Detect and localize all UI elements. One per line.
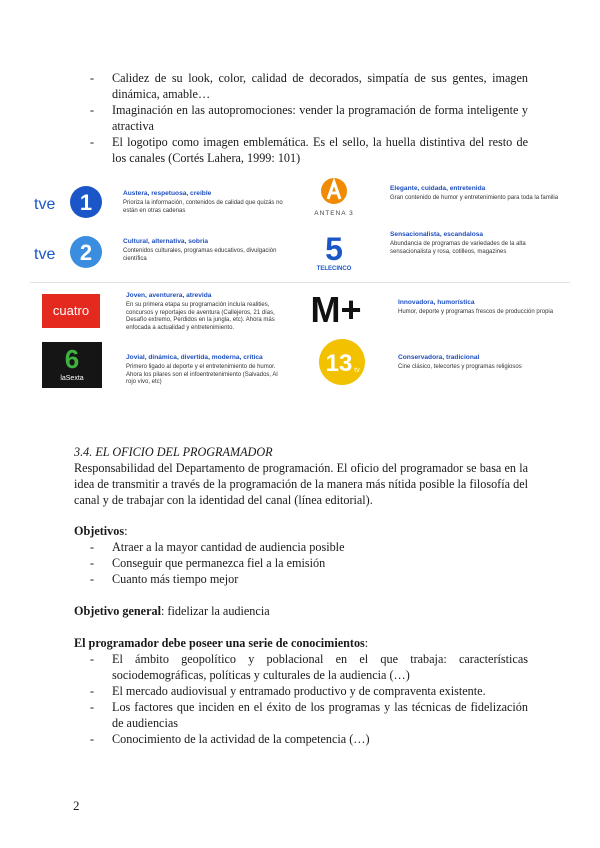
list-item: - Los factores que inciden en el éxito de los programas y las técnicas de fidelización de audiencias (90, 699, 528, 731)
objectives-list (90, 539, 528, 587)
channel-movistar-plus (300, 290, 570, 340)
list-item: - Conocimiento de la actividad de la competencia (…) (90, 731, 528, 747)
general-objective-value: : fidelizar la audiencia (161, 604, 270, 618)
channel-description: Gran contenido de humor y entretenimiento para toda la familia (390, 195, 559, 201)
lasexta-logo (42, 342, 102, 388)
13tv-logo (314, 338, 370, 388)
telecinco-badge: 5 (325, 231, 343, 267)
tve1-badge: 1 (79, 190, 93, 215)
list-item: - Imaginación en las autopromociones: vender la programación de forma inteligente y atractiva (90, 102, 528, 134)
channel-tve2 (30, 230, 290, 274)
objectives-label: Objetivos (74, 524, 125, 538)
channel-tve1 (30, 180, 290, 224)
antena3-logo-text: ANTENA 3 (314, 210, 354, 217)
knowledge-list (90, 651, 528, 747)
antena3-logo (312, 176, 362, 218)
tve1-logo-text: tve (34, 196, 56, 213)
general-objective (74, 603, 528, 619)
list-item: - Conseguir que permanezca fiel a la emisión (90, 555, 528, 571)
channel-description: Prioriza la información, contenidos de calidad que quizás no están en otras cadenas (123, 200, 283, 214)
movistar-plus-logo (300, 290, 380, 330)
channel-cuatro (30, 290, 300, 340)
telecinco-logo-text: TELECINCO (316, 266, 352, 272)
channel-title: Joven, aventurera, atrevida (126, 292, 212, 299)
channel-description: Primero ligado al deporte y el entretenimiento de humor. Ahora los pilares son el infoentretenimiento (Salvados, Al rojo vivo, etc) (126, 364, 278, 386)
tve2-badge: 2 (79, 240, 93, 265)
channel-description: Abundancia de programas de variedades de la alta sensacionalista y rosa, cotilleos, magazines (390, 241, 526, 255)
knowledge-heading: El programador debe poseer una serie de conocimientos: (74, 636, 369, 650)
objectives-heading: Objetivos: (74, 524, 128, 538)
channel-description: Contenidos culturales, programas educativos, divulgación científica (123, 248, 277, 262)
channel-antena3 (300, 176, 570, 224)
channel-title: Cultural, alternativa, sobria (123, 238, 209, 245)
tve2-logo (34, 232, 104, 272)
channel-description: Humor, deporte y programas frescos de producción propia (398, 309, 554, 315)
page-number: 2 (73, 798, 80, 813)
channel-13tv (300, 338, 570, 392)
grid-divider (30, 282, 570, 283)
svg-text:tv: tv (354, 367, 360, 374)
channel-description: Cine clásico, telecortes y programas religiosos (398, 364, 522, 370)
list-item: - El logotipo como imagen emblemática. Es el sello, la huella distintiva del resto de los canales (Cortés Lahera, 1999: 101) (90, 134, 528, 166)
list-item: - El ámbito geopolítico y poblacional en el que trabaja: características sociodemográficas, políticas y culturales de la audiencia (…) (90, 651, 528, 683)
channel-lasexta (30, 340, 300, 392)
channel-description: En su primera etapa su programación incluía realities, concursos y reportajes de aventura (Callejeros, 21 días, Desafío extremo, Perdidos en la jungla, etc). Ahora más enfocada a actualidad y entretenimiento. (126, 302, 275, 331)
tve1-logo (34, 182, 104, 222)
channel-title: Elegante, cuidada, entretenida (390, 185, 486, 192)
list-item: - Calidez de su look, color, calidad de decorados, simpatía de sus gentes, imagen dinámica, amable… (90, 70, 528, 102)
lasexta-logo-text: laSexta (60, 375, 84, 382)
knowledge-label: El programador debe poseer una serie de conocimientos (74, 636, 365, 650)
list-item: - Cuanto más tiempo mejor (90, 571, 528, 587)
channel-identity-grid (30, 172, 570, 394)
channel-title: Conservadora, tradicional (398, 354, 480, 361)
channel-title: Innovadora, humorística (398, 299, 475, 306)
movistar-plus-logo-text: M+ (310, 290, 362, 330)
channel-title: Jovial, dinámica, divertida, moderna, crítica (126, 354, 263, 361)
general-objective-label: Objetivo general (74, 604, 161, 618)
tve2-logo-text: tve (34, 246, 56, 263)
lasexta-badge: 6 (64, 344, 80, 374)
channel-title: Austera, respetuosa, creíble (123, 190, 212, 197)
section-paragraph: Responsabilidad del Departamento de programación. El oficio del programador se basa en la idea de transmitir a través de la programación de la manera más nítida posible la filosofía del canal y de trabajar con la identidad del canal (línea editorial). (74, 461, 528, 507)
cuatro-logo (42, 294, 100, 328)
telecinco-logo (312, 228, 362, 274)
top-bullet-list (90, 70, 528, 166)
13tv-badge: 13 (325, 350, 353, 377)
cuatro-logo-text: cuatro (52, 303, 90, 318)
list-item: - Atraer a la mayor cantidad de audiencia posible (90, 539, 528, 555)
list-item: - El mercado audiovisual y entramado productivo y de compraventa existente. (90, 683, 528, 699)
channel-telecinco (300, 228, 570, 276)
section-heading: 3.4. EL OFICIO DEL PROGRAMADOR (74, 445, 273, 459)
channel-title: Sensacionalista, escandalosa (390, 231, 484, 238)
